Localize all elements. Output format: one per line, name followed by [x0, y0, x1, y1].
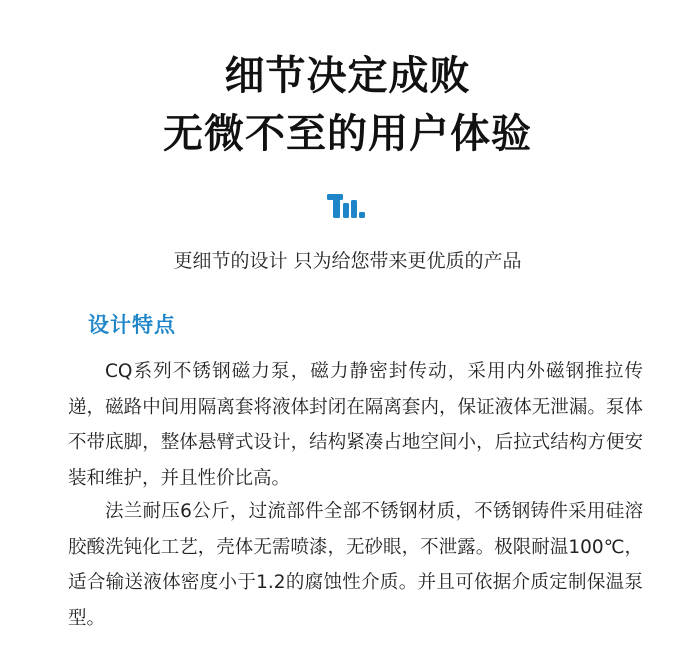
paragraph-1: CQ系列不锈钢磁力泵，磁力静密封传动，采用内外磁钢推拉传递，磁路中间用隔离套将液体封闭在隔离套内，保证液体无泄漏。泵体不带底脚，整体悬臂式设计，结构紧凑占地空间小，后拉式结构方便安装和维护，并且性价比高。: [68, 361, 643, 489]
headline-line-1: 细节决定成败: [224, 53, 471, 99]
section-title: 设计特点: [88, 313, 176, 337]
subtitle: 更细节的设计 只为给您带来更优质的产品: [173, 250, 522, 272]
paragraph-2: 法兰耐压6公斤，过流部件全部不锈钢材质，不锈钢铸件采用硅溶胶酸洗钝化工艺，壳体无需喷漆，无砂眼，不泄露。极限耐温100℃，适合输送液体密度小于1.2的腐蚀性介质。并且可依据介质定制保温泵型。: [68, 501, 643, 629]
headline-line-2: 无微不至的用户体验: [163, 111, 532, 157]
ti-brand-logo-icon: [327, 192, 367, 220]
